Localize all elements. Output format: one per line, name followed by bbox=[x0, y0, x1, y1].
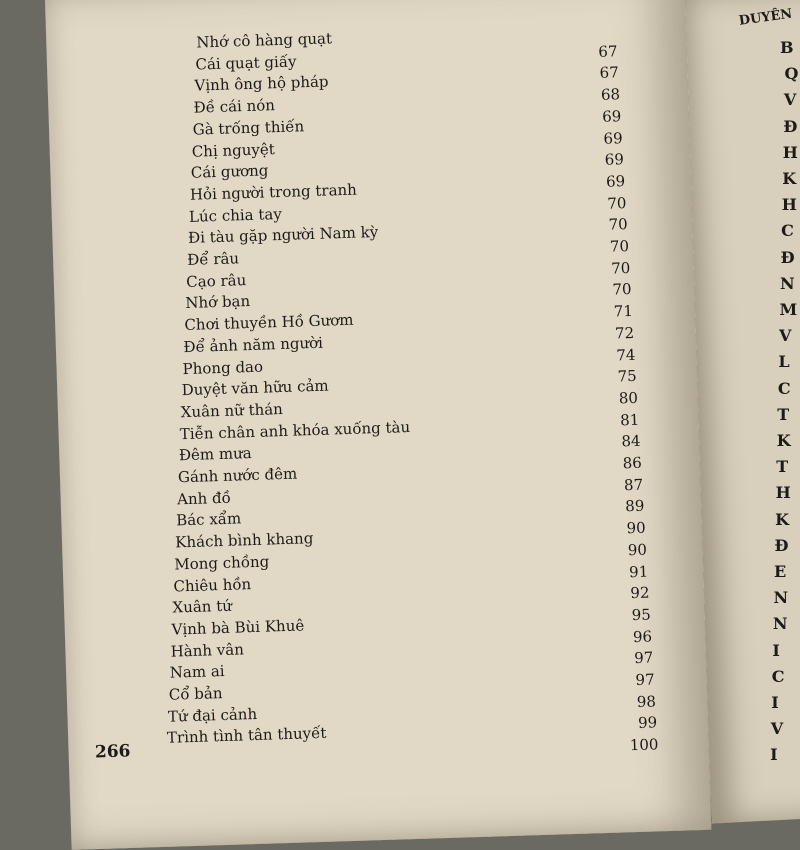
right-page-letter: V bbox=[783, 90, 797, 110]
toc-entry-page: 70 bbox=[612, 280, 632, 299]
toc-entry-title: Để râu bbox=[186, 249, 240, 269]
toc-entry-page: 69 bbox=[601, 107, 622, 126]
toc-entry-title: Gà trống thiến bbox=[192, 116, 305, 139]
page-number: 266 bbox=[94, 741, 131, 763]
toc-entry-title: Cái quạt giấy bbox=[195, 52, 297, 74]
toc-entry-title: Chị nguyệt bbox=[191, 139, 276, 161]
right-page-letter: N bbox=[780, 273, 795, 293]
right-page-letter: T bbox=[777, 404, 790, 424]
left-page bbox=[45, 0, 712, 850]
toc-entry-page: 70 bbox=[609, 237, 630, 256]
toc-entry-title: Nhớ cô hàng quạt bbox=[196, 29, 333, 52]
right-page-letter: K bbox=[776, 431, 791, 450]
toc-entry-page: 96 bbox=[632, 627, 653, 646]
right-page-letter: K bbox=[782, 169, 797, 188]
right-page-letter: C bbox=[777, 378, 791, 398]
toc-entry-page: 70 bbox=[610, 258, 631, 278]
right-page-letter: H bbox=[775, 483, 791, 503]
toc-entry-page: 69 bbox=[604, 150, 625, 169]
toc-entry-title: Chơi thuyền Hồ Gươm bbox=[184, 310, 354, 335]
toc-entry-page: 67 bbox=[598, 41, 618, 61]
toc-entry-title: Gánh nước đêm bbox=[177, 464, 298, 487]
toc-entry-page: 72 bbox=[614, 323, 635, 343]
right-page-letter: Đ bbox=[780, 247, 795, 267]
toc-entry-page: 91 bbox=[628, 562, 649, 581]
toc-entry-page: 86 bbox=[622, 453, 643, 473]
toc-entry-page: 99 bbox=[637, 713, 658, 733]
toc-entry-title: Đi tàu gặp người Nam kỳ bbox=[187, 223, 379, 248]
right-page-letter: N bbox=[772, 614, 788, 634]
toc-entry-page: 97 bbox=[633, 648, 654, 668]
toc-entry-title: Phong dao bbox=[182, 357, 264, 378]
right-page-heading: DUYÊN bbox=[738, 6, 794, 29]
toc-entry-title: Vịnh bà Bùi Khuê bbox=[171, 616, 305, 639]
right-page-letter: Đ bbox=[774, 535, 789, 555]
right-page-letter: Đ bbox=[783, 116, 798, 136]
toc-entry-title: Xuân nữ thán bbox=[180, 399, 284, 422]
toc-entry-title: Xuân tứ bbox=[172, 596, 233, 617]
toc-entry-page: 95 bbox=[631, 605, 652, 625]
toc-entry-page: 70 bbox=[607, 193, 627, 213]
toc-entry-page: 69 bbox=[603, 128, 623, 148]
toc-entry-title: Cạo râu bbox=[185, 270, 247, 291]
right-page-letter: I bbox=[771, 693, 779, 712]
right-page-letter: L bbox=[778, 352, 790, 372]
toc-entry-title: Chiêu hồn bbox=[173, 574, 252, 596]
right-page-letter: H bbox=[781, 195, 797, 215]
toc-entry-page: 81 bbox=[619, 410, 640, 429]
toc-entry-title: Để ảnh năm người bbox=[183, 333, 324, 356]
right-page-letter: C bbox=[771, 666, 785, 686]
toc-entry-title: Tiễn chân anh khóa xuống tàu bbox=[179, 417, 411, 443]
toc-entry-page: 69 bbox=[605, 172, 626, 191]
right-page-letter: E bbox=[774, 562, 787, 581]
toc-entry-title: Tứ đại cảnh bbox=[167, 704, 258, 726]
right-page-letter: C bbox=[781, 221, 794, 241]
toc-entry-page: 98 bbox=[636, 692, 657, 711]
toc-entry-page: 97 bbox=[635, 670, 655, 690]
table-of-contents bbox=[135, 0, 682, 847]
toc-entry-title: Hành vân bbox=[170, 639, 245, 661]
toc-entry-title: Mong chồng bbox=[174, 552, 270, 574]
toc-entry-title: Duyệt văn hữu cảm bbox=[181, 376, 329, 400]
toc-entry-page: 90 bbox=[627, 540, 648, 560]
toc-entry-page: 87 bbox=[623, 475, 644, 494]
right-page-letter: I bbox=[770, 745, 778, 765]
toc-entry-page: 68 bbox=[600, 85, 621, 104]
right-page-letter: N bbox=[773, 588, 789, 608]
toc-entry-title: Cổ bản bbox=[168, 684, 223, 704]
right-page-letter: V bbox=[778, 326, 792, 346]
toc-entry-title: Nhớ bạn bbox=[185, 292, 251, 313]
toc-entry-page: 90 bbox=[626, 518, 646, 538]
toc-entry-title: Hỏi người trong tranh bbox=[189, 180, 358, 204]
right-page-letter: M bbox=[779, 300, 798, 319]
toc-entry-title: Bác xẩm bbox=[175, 509, 242, 530]
toc-entry-page: 80 bbox=[618, 388, 639, 408]
toc-entry-page: 89 bbox=[624, 497, 645, 516]
toc-entry-title: Nam ai bbox=[169, 662, 225, 682]
toc-entry-title: Khách bình khang bbox=[174, 529, 314, 552]
toc-entry-title: Lúc chia tay bbox=[188, 204, 283, 226]
toc-entry-page: 67 bbox=[599, 63, 620, 83]
right-page-letter: K bbox=[775, 509, 789, 529]
toc-entry-title: Anh đồ bbox=[176, 488, 232, 509]
right-page-letter: V bbox=[770, 719, 784, 739]
toc-entry-page: 74 bbox=[616, 345, 636, 364]
toc-entry-title: Vịnh ông hộ pháp bbox=[194, 72, 329, 95]
right-page-letter: I bbox=[772, 640, 780, 660]
right-page-letter: Q bbox=[784, 64, 799, 84]
toc-entry-title: Trình tình tân thuyết bbox=[166, 724, 327, 748]
toc-entry-page: 92 bbox=[630, 583, 650, 603]
right-page-letter: H bbox=[782, 142, 798, 162]
toc-entry-page: 75 bbox=[617, 367, 637, 386]
toc-entry-title: Đề cái nón bbox=[193, 96, 276, 117]
toc-entry-page: 100 bbox=[629, 735, 659, 755]
toc-entry-page: 84 bbox=[621, 432, 641, 451]
toc-entry-title: Đêm mưa bbox=[178, 444, 252, 465]
toc-entry-page: 71 bbox=[613, 302, 634, 321]
right-page-letter: B bbox=[780, 38, 794, 57]
toc-entry-page: 70 bbox=[608, 215, 628, 234]
toc-entry-title: Cái gương bbox=[190, 161, 269, 182]
right-page-letter: T bbox=[776, 457, 789, 477]
